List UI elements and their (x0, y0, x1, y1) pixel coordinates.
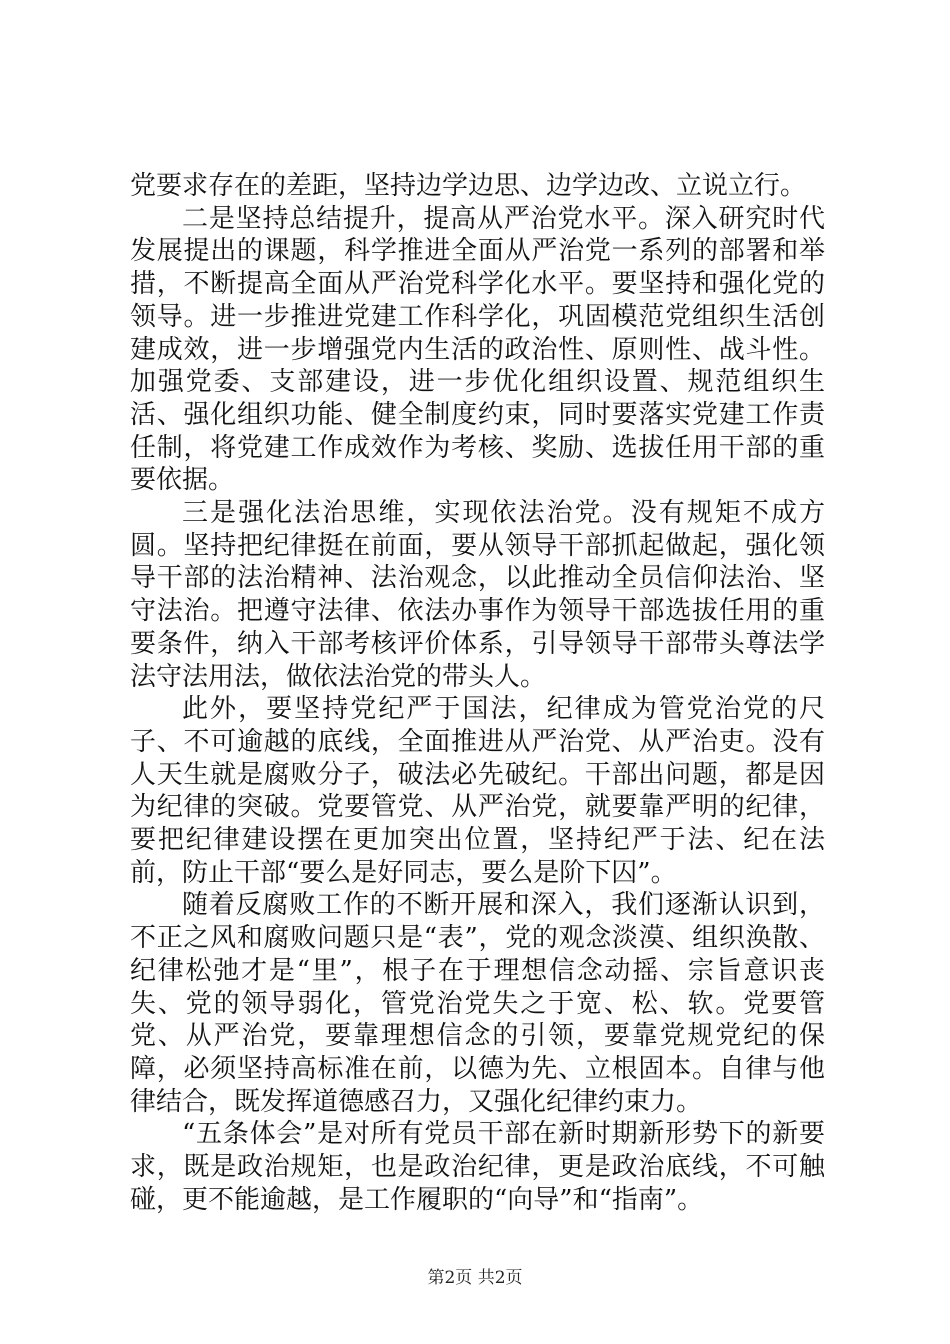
paragraph: 三是强化法治思维，实现依法治党。没有规矩不成方圆。坚持把纪律挺在前面，要从领导干部抓起做起，强化领导干部的法治精神、法治观念，以此推动全员信仰法治、坚守法治。把遵守法律、依法办事作为领导干部选拔任用的重要条件，纳入干部考核评价体系，引导领导干部带头尊法学法守法用法，做依法治党的带头人。 (130, 498, 825, 692)
paragraph: 此外，要坚持党纪严于国法，纪律成为管党治党的尺子、不可逾越的底线，全面推进从严治党、从严治吏。没有人天生就是腐败分子，破法必先破纪。干部出问题，都是因为纪律的突破。党要管党、从严治党，就要靠严明的纪律，要把纪律建设摆在更加突出位置，坚持纪严于法、纪在法前，防止干部“要么是好同志，要么是阶下囚”。 (130, 694, 825, 888)
document-body (130, 170, 825, 1217)
paragraph: “五条体会”是对所有党员干部在新时期新形势下的新要求，既是政治规矩，也是政治纪律，更是政治底线，不可触碰，更不能逾越，是工作履职的“向导”和“指南”。 (130, 1119, 825, 1215)
paragraph: 随着反腐败工作的不断开展和深入，我们逐渐认识到，不正之风和腐败问题只是“表”，党的观念淡漠、组织涣散、纪律松弛才是“里”，根子在于理想信念动摇、宗旨意识丧失、党的领导弱化，管党治党失之于宽、松、软。党要管党、从严治党，要靠理想信念的引领，要靠党规党纪的保障，必须坚持高标准在前，以德为先、立根固本。自律与他律结合，既发挥道德感召力，又强化纪律约束力。 (130, 890, 825, 1117)
page-number-footer: 第2页 共2页 (427, 1268, 523, 1288)
paragraph: 二是坚持总结提升，提高从严治党水平。深入研究时代发展提出的课题，科学推进全面从严治党一系列的部署和举措，不断提高全面从严治党科学化水平。要坚持和强化党的领导。进一步推进党建工作科学化，巩固模范党组织生活创建成效，进一步增强党内生活的政治性、原则性、战斗性。加强党委、支部建设，进一步优化组织设置、规范组织生活、强化组织功能、健全制度约束，同时要落实党建工作责任制，将党建工作成效作为考核、奖励、选拔任用干部的重要依据。 (130, 203, 825, 496)
paragraph-continuation: 党要求存在的差距，坚持边学边思、边学边改、立说立行。 (130, 171, 807, 201)
